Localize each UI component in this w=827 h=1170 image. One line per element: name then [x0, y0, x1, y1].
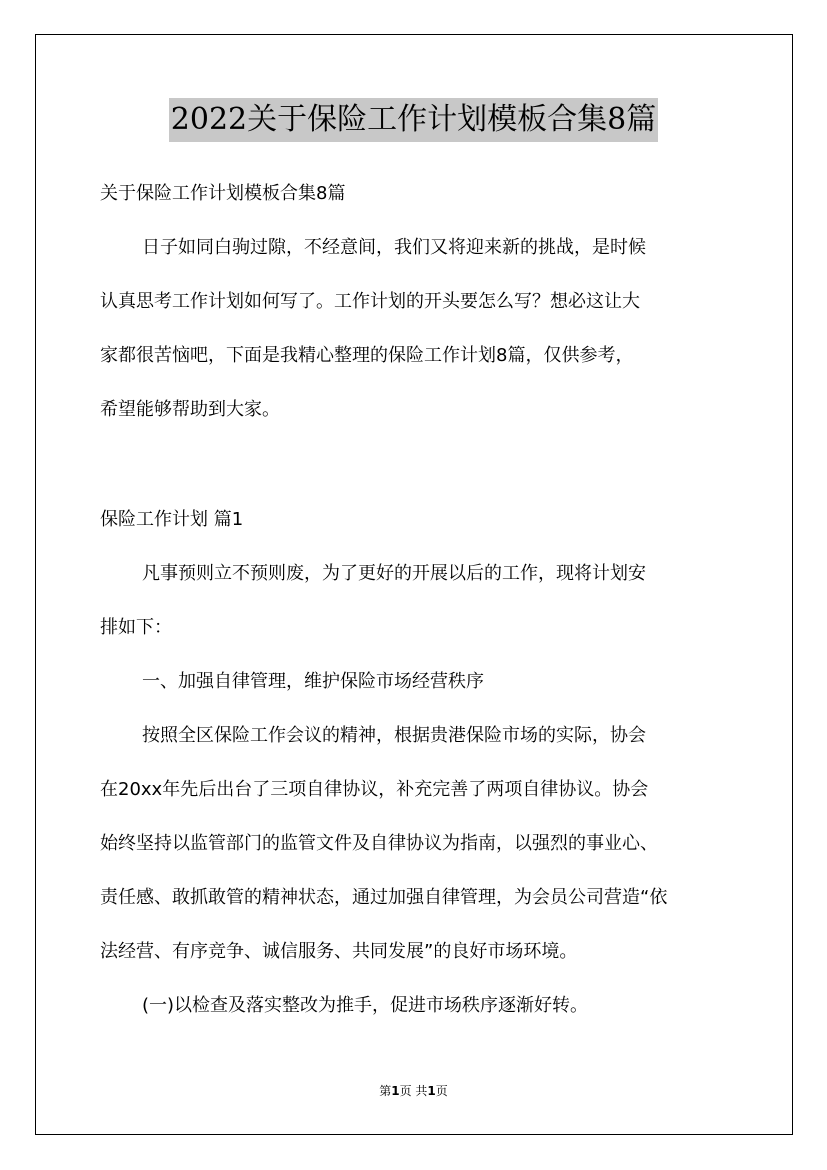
- page-footer: [0, 1082, 827, 1099]
- footer-mid: 页 共: [399, 1084, 428, 1098]
- paragraph-line: 法经营、有序竞争、诚信服务、共同发展”的良好市场环境。: [100, 941, 578, 962]
- subheading-line: (一)以检查及落实整改为推手，促进市场秩序逐渐好转。: [142, 995, 589, 1016]
- subheading-line: 一、加强自律管理，维护保险市场经营秩序: [142, 671, 484, 692]
- paragraph-line: 希望能够帮助到大家。: [100, 399, 280, 420]
- paragraph-line: 排如下：: [100, 617, 172, 638]
- footer-page-total: 1: [427, 1084, 436, 1098]
- subtitle-line: 关于保险工作计划模板合集8篇: [100, 183, 346, 204]
- footer-page-number: 1: [391, 1084, 400, 1098]
- paragraph-line: 责任感、敢抓敢管的精神状态，通过加强自律管理，为会员公司营造“依: [100, 887, 668, 908]
- paragraph-line: 在20xx年先后出台了三项自律协议，补充完善了两项自律协议。协会: [100, 779, 649, 800]
- paragraph-line: 按照全区保险工作会议的精神，根据贵港保险市场的实际，协会: [142, 725, 646, 746]
- paragraph-line: 认真思考工作计划如何写了。工作计划的开头要怎么写？想必这让大: [100, 291, 640, 312]
- paragraph-line: 始终坚持以监管部门的监管文件及自律协议为指南，以强烈的事业心、: [100, 833, 658, 854]
- paragraph-line: 家都很苦恼吧，下面是我精心整理的保险工作计划8篇，仅供参考，: [100, 345, 634, 366]
- section-heading: 保险工作计划 篇1: [100, 509, 244, 530]
- footer-suffix: 页: [435, 1084, 448, 1098]
- document-title: 2022关于保险工作计划模板合集8篇: [169, 98, 658, 142]
- paragraph-line: 日子如同白驹过隙，不经意间，我们又将迎来新的挑战，是时候: [142, 237, 646, 258]
- footer-prefix: 第: [379, 1084, 392, 1098]
- paragraph-line: 凡事预则立不预则废，为了更好的开展以后的工作，现将计划安: [142, 563, 646, 584]
- title-container: [0, 98, 827, 142]
